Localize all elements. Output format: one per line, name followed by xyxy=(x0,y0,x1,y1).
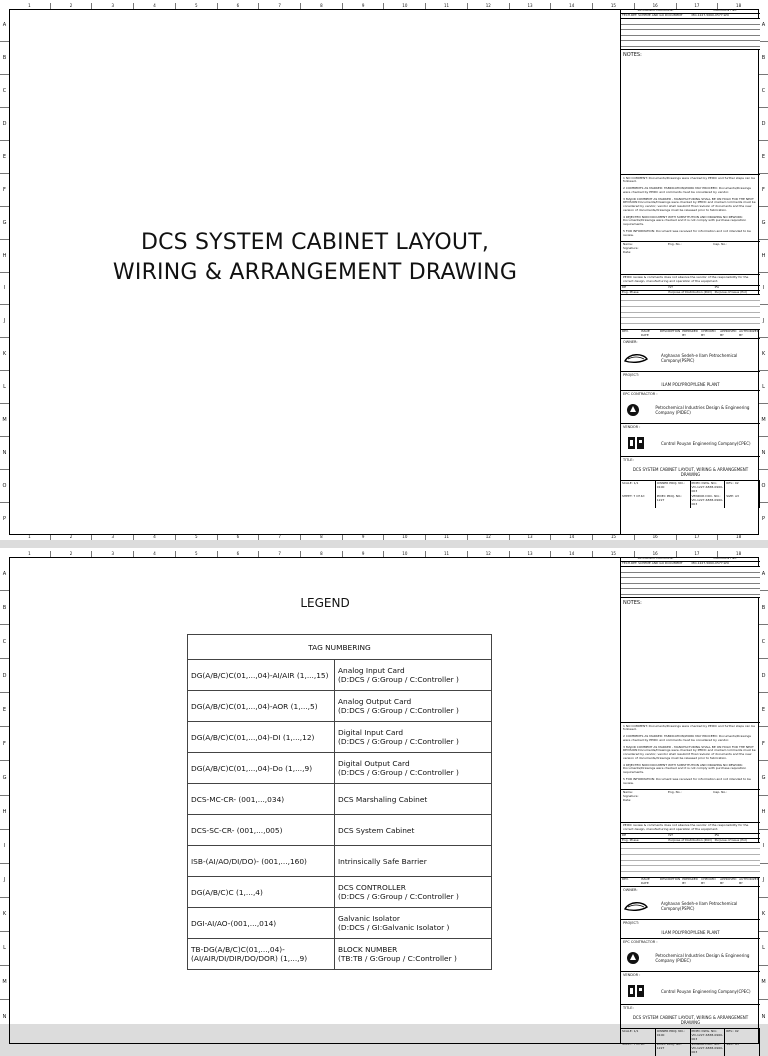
code-cell: SHEET: 7 Of 4d xyxy=(621,494,656,507)
row-letter: E xyxy=(759,140,768,173)
review-comments xyxy=(621,175,760,243)
row-letter: H xyxy=(759,239,768,272)
code-cell: PIDEC DWG. NO.: VD-1227-6838-0960-003 xyxy=(691,481,726,494)
column-number: 1 xyxy=(28,534,31,539)
de-label: DE xyxy=(622,284,627,289)
column-number: 3 xyxy=(91,3,133,9)
column-number: 9 xyxy=(342,534,384,540)
code-row xyxy=(621,1042,760,1055)
column-number: 5 xyxy=(175,534,217,540)
column-number: 10 xyxy=(383,551,425,557)
revision-column-header: PREPARED BY xyxy=(682,329,698,337)
revision-column-header: REV. xyxy=(622,877,629,882)
tag-description xyxy=(335,660,492,691)
row-letter: J xyxy=(0,304,9,337)
column-number: 4 xyxy=(133,3,175,9)
column-number: 11 xyxy=(425,534,467,540)
epc-name: Petrochemical Industries Design & Engineering Company (PIDEC) xyxy=(655,952,750,963)
tag-description-line-1: Analog Output Card xyxy=(338,697,412,706)
row-letter: G xyxy=(759,206,768,239)
row-letter: A xyxy=(761,570,766,577)
revision-column-header: AUTHORIZED BY xyxy=(739,877,760,885)
tag-code: DG(A/B/C)C(01,...,04)-AOR (1,...,5) xyxy=(188,691,335,722)
revision-grid xyxy=(621,295,760,330)
signature-row xyxy=(623,791,758,795)
column-number: 1 xyxy=(28,3,31,8)
code-cell: SCALE: 1/1 xyxy=(621,481,656,494)
legend-row xyxy=(188,660,492,691)
row-letter: I xyxy=(0,829,9,863)
notes-label: NOTES: xyxy=(621,50,760,175)
column-number: 6 xyxy=(217,551,259,557)
row-letter: I xyxy=(759,272,768,305)
row-letter: I xyxy=(759,829,768,863)
legend-row xyxy=(188,815,492,846)
legend-sheet xyxy=(0,548,768,1054)
ist-label: IST xyxy=(668,832,673,837)
vendor-logo-row xyxy=(621,978,760,1005)
owner-name: Arghavan Sedeh-e Ilam Petrochemical Company(PSPIC) xyxy=(661,900,738,912)
row-letter: C xyxy=(759,624,768,658)
column-number: 18 xyxy=(717,534,759,540)
notes-label: NOTES: xyxy=(621,598,760,723)
ref-doc-label: REFERENCE DOCUMENT xyxy=(637,556,674,560)
row-letter: E xyxy=(0,692,9,726)
eng-phase-label: Eng. Phase xyxy=(622,289,639,294)
eng-phase-label: Eng. Phase xyxy=(622,837,639,842)
review-comment: 4 REJECTED NON DOCUMENT WITH SUBSTITUTION AND DRAWING NO REWORK: Documents/Drawings were checked and it is not comply with purchase requisition requirements. xyxy=(623,762,747,774)
revision-column-header: REV. xyxy=(622,329,629,334)
review-comments xyxy=(621,723,760,791)
column-number: 17 xyxy=(676,3,718,9)
revision-grid xyxy=(621,843,760,878)
title-block xyxy=(620,556,760,1054)
legend-title: LEGEND xyxy=(300,596,350,610)
name-label: Name: xyxy=(623,242,633,247)
revision-column-header: DESCRIPTION xyxy=(659,877,681,882)
tag-description-line-1: BLOCK NUMBER xyxy=(338,945,398,954)
legend-header: TAG NUMBERING xyxy=(188,635,492,660)
tag-code: TB-DG(A/B/C)C(01,...,04)-(AI/AIR/DI/DIR/DO/DOR) (1,...,9) xyxy=(188,939,335,970)
vendor-label: VENDOR : xyxy=(623,972,641,977)
row-letter: M xyxy=(759,965,768,999)
legend-row xyxy=(188,784,492,815)
vendor-logo-row xyxy=(621,430,760,457)
column-number: 12 xyxy=(467,551,509,557)
column-number: 8 xyxy=(300,551,342,557)
revision-column-header: ISSUE DATE xyxy=(640,329,650,337)
de-label: DE xyxy=(622,832,627,837)
signature-row xyxy=(623,243,758,247)
tag-code: DG(A/B/C)C (1,...,4) xyxy=(188,877,335,908)
tag-description-line-2: (D:DCS / G:Group / C:Controller ) xyxy=(338,737,459,746)
column-number: 17 xyxy=(676,534,718,540)
ist-label: IST xyxy=(668,284,673,289)
revision-header xyxy=(621,330,760,339)
row-letter: M xyxy=(0,965,9,999)
row-letter: D xyxy=(0,658,9,692)
column-number: 3 xyxy=(91,551,133,557)
epc-label: EPC CONTRACTOR : xyxy=(623,939,658,944)
pod-label: Purpose of Distribution (PoD) xyxy=(668,289,712,294)
tag-description xyxy=(335,753,492,784)
column-number: 2 xyxy=(50,3,92,9)
column-number: 12 xyxy=(467,534,509,540)
row-letter: F xyxy=(0,173,9,206)
project-label: PROJECT: xyxy=(623,373,639,378)
column-number: 6 xyxy=(217,3,259,9)
row-letter: M xyxy=(759,403,768,436)
tag-description-line-2: (D:DCS / G:Group / C:Controller ) xyxy=(338,706,459,715)
column-number: 12 xyxy=(467,3,509,9)
date-label: Date: xyxy=(623,797,632,802)
ref-doc-lines xyxy=(621,19,760,50)
code-cell: REV.: 02 xyxy=(725,481,760,494)
column-number: 15 xyxy=(592,551,634,557)
tag-code: DCS-MC-CR- (001,...,034) xyxy=(188,784,335,815)
tag-description-line-2: (D:DCS / G:Group / C:Controller ) xyxy=(338,675,459,684)
column-number: 16 xyxy=(634,534,676,540)
column-number: 14 xyxy=(550,534,592,540)
review-comment: 3 MAJOR COMMENT AS MARKED - MANUFACTURING SHALL BE ON HOLD FOR THE NEXT REVISION Documents/Drawings were checked by PEIDC and marked comments must be considered by vendor; vendor shall resubmit final revision of documents and the new version of documents/drawings must be released prior to fabrication. xyxy=(623,744,756,760)
epc-logo-icon xyxy=(623,951,643,965)
owner-name: Arghavan Sedeh-e Ilam Petrochemical Company(PSPIC) xyxy=(661,352,738,364)
column-number: 8 xyxy=(300,3,342,9)
column-number: 13 xyxy=(509,551,551,557)
ref-doc-number: MO-1227-5660-0577-WO xyxy=(691,560,729,565)
row-letter: C xyxy=(0,74,9,107)
row-letter: J xyxy=(0,863,9,897)
row-letter: P xyxy=(0,502,9,535)
tag-description-line-2: (D:DCS / G:Group / C:Controller ) xyxy=(338,892,459,901)
tag-description-line-1: Intrinsically Safe Barrier xyxy=(338,856,427,866)
column-number: 7 xyxy=(258,3,300,9)
title-label: TITLE: xyxy=(623,1006,634,1011)
row-letter: H xyxy=(0,795,9,829)
tag-code: DG(A/B/C)C(01,...,04)-DI (1,...,12) xyxy=(188,722,335,753)
tag-description-line-1: Digital Input Card xyxy=(338,728,404,737)
row-letter: O xyxy=(759,469,768,502)
row-letter: K xyxy=(0,337,9,370)
review-comment: 5 FOR INFORMATION: Document was received for information and not intended to be review. xyxy=(623,776,751,785)
row-letter: M xyxy=(0,403,9,436)
tag-description-line-2: (D:DCS / GI:Galvanic Isolator ) xyxy=(338,923,450,932)
epc-logo-icon xyxy=(623,403,643,417)
column-number: 9 xyxy=(342,551,384,557)
row-letter: H xyxy=(759,795,768,829)
row-letter: N xyxy=(0,999,9,1033)
column-number: 4 xyxy=(133,551,175,557)
legend-row xyxy=(188,877,492,908)
date-label: Date: xyxy=(623,249,632,254)
legend-row xyxy=(188,753,492,784)
signature-label: Signature: xyxy=(623,246,639,250)
revision-header xyxy=(621,878,760,887)
column-number: 5 xyxy=(175,551,217,557)
column-number: 14 xyxy=(550,551,592,557)
row-letter: E xyxy=(0,140,9,173)
tag-description xyxy=(335,908,492,939)
row-letter: C xyxy=(0,624,9,658)
epc-label: EPC CONTRACTOR : xyxy=(623,391,658,396)
code-cell: VENDOR DOC. NO.: VD-1227-6838-0960-003 xyxy=(691,1042,726,1055)
tag-description xyxy=(335,691,492,722)
right-row-letters xyxy=(759,557,768,1033)
ref-doc-text: TECH.REF. SCHEME AND GO DOCUMENT xyxy=(622,12,683,17)
row-letter: N xyxy=(0,436,9,469)
code-cell: OWNER PROJ. NO.: 0100 xyxy=(656,1029,691,1042)
row-letter: L xyxy=(0,931,9,965)
row-letter: D xyxy=(0,107,9,140)
ref-doc-text: TECH.REF. SCHEME AND GO DOCUMENT xyxy=(622,560,683,565)
vendor-logo-icon xyxy=(623,984,649,998)
ref-doc-number: MO-1227-5660-0577-WO xyxy=(691,12,729,17)
row-letter: B xyxy=(759,590,768,624)
tag-description-line-1: Galvanic Isolator xyxy=(338,914,400,923)
row-letter: G xyxy=(0,760,9,794)
vendor-logo-icon xyxy=(623,436,649,450)
tag-description-line-1: Digital Output Card xyxy=(338,759,410,768)
tag-description xyxy=(335,815,492,846)
row-letter: P xyxy=(759,502,768,535)
epc-name: Petrochemical Industries Design & Engineering Company (PIDEC) xyxy=(655,404,750,415)
revision-column-header: ISSUE DATE xyxy=(640,877,650,885)
row-letter: K xyxy=(0,897,9,931)
doc-no-label: DOCUMENT No. xyxy=(713,8,737,12)
ref-doc-lines xyxy=(621,567,760,598)
row-letter: D xyxy=(759,107,768,140)
review-comment: 1 NO COMMENT: Documents/Drawings were checked by PEIDC and further steps can be followed. xyxy=(623,723,755,732)
project-name: ILAM POLYPROPYLENE PLANT xyxy=(621,379,760,391)
row-letter: G xyxy=(0,206,9,239)
left-row-letters xyxy=(0,9,9,535)
tag-description xyxy=(335,877,492,908)
code-cell: SHEET: 7 Of 4d xyxy=(621,1042,656,1055)
code-cell: SIZE: A3 xyxy=(725,1042,760,1055)
eng-no-label: Eng. No.: xyxy=(668,790,682,795)
row-letter: G xyxy=(759,760,768,794)
row-letter: F xyxy=(0,726,9,760)
code-row xyxy=(621,481,760,494)
revision-column-header: APPROVED BY xyxy=(720,329,737,337)
legend-row xyxy=(188,691,492,722)
row-letter: C xyxy=(759,74,768,107)
tag-description xyxy=(335,722,492,753)
row-letter: B xyxy=(0,41,9,74)
row-letter: L xyxy=(759,931,768,965)
vendor-name: Control Pouyan Engineering Company(CPEC) xyxy=(661,988,751,994)
title-block-title: DCS SYSTEM CABINET LAYOUT, WIRING & ARRANGEMENT DRAWING xyxy=(621,464,760,481)
tag-code: DG(A/B/C)C(01,...,04)-AI/AIR (1,...,15) xyxy=(188,660,335,691)
row-letter: K xyxy=(759,897,768,931)
vendor-name: Control Pouyan Engineering Company(CPEC) xyxy=(661,440,751,446)
column-number: 18 xyxy=(717,551,759,557)
row-letter: L xyxy=(0,370,9,403)
tag-code: ISB-(AI/AO/DI/DO)- (001,...,160) xyxy=(188,846,335,877)
column-number: 10 xyxy=(383,3,425,9)
column-number: 18 xyxy=(717,3,759,9)
tag-description-line-2: (TB:TB / G:Group / C:Controller ) xyxy=(338,954,457,963)
drawing-title-line-2: WIRING & ARRANGEMENT DRAWING xyxy=(112,260,518,285)
column-number: 5 xyxy=(175,3,217,9)
tag-description-line-1: DCS System Cabinet xyxy=(338,825,415,835)
code-cell: PIDEC PROJ. NO.: 1227 xyxy=(656,1042,691,1055)
tag-description-line-1: DCS CONTROLLER xyxy=(338,883,406,892)
owner-logo-icon xyxy=(623,351,649,365)
ref-doc-label: REFERENCE DOCUMENT xyxy=(637,8,674,12)
title-block xyxy=(620,9,760,535)
owner-label: OWNER: xyxy=(623,887,638,892)
column-number: 15 xyxy=(592,534,634,540)
code-cell: OWNER PROJ. NO.: 0100 xyxy=(656,481,691,494)
review-comment: 2 COMMENTS AS MARKED: FABRICATION/WORK MAY PROCEED: Documents/Drawings were checked by PEIDC and comments must be considered by vendor. xyxy=(623,734,751,742)
tag-description xyxy=(335,784,492,815)
insp-no-label: Insp. No.: xyxy=(713,242,728,247)
code-cell: REV.: 02 xyxy=(725,1029,760,1042)
revision-column-header: CHECKED BY xyxy=(701,329,716,337)
row-letter: A xyxy=(2,570,7,577)
row-letter: J xyxy=(759,863,768,897)
row-letter: F xyxy=(759,173,768,206)
column-number: 14 xyxy=(550,3,592,9)
signature-box xyxy=(621,242,760,275)
drawing-title-line-1: DCS SYSTEM CABINET LAYOUT, xyxy=(140,230,490,255)
owner-logo-row xyxy=(621,345,760,372)
column-number: 1 xyxy=(28,551,31,556)
left-row-letters xyxy=(0,557,9,1033)
column-number: 6 xyxy=(217,534,259,540)
ifa-label: IFA xyxy=(714,284,720,289)
poi-label: Purpose of Issue (PoI) xyxy=(714,289,747,294)
row-letter: I xyxy=(0,272,9,305)
column-number: 17 xyxy=(676,551,718,557)
column-number: 2 xyxy=(50,534,92,540)
owner-logo-row xyxy=(621,893,760,920)
row-letter: A xyxy=(2,21,7,28)
row-letter: B xyxy=(759,41,768,74)
review-comment: 5 FOR INFORMATION: Document was received for information and not intended to be review. xyxy=(623,228,751,237)
signature-label: Signature: xyxy=(623,794,639,798)
review-comment: 4 REJECTED NON DOCUMENT WITH SUBSTITUTION AND DRAWING NO REWORK: Documents/Drawings were checked and it is not comply with purchase requisition requirements. xyxy=(623,214,747,226)
revision-column-header: PREPARED BY xyxy=(682,877,698,885)
column-number: 9 xyxy=(342,3,384,9)
legend-row xyxy=(188,846,492,877)
project-name: ILAM POLYPROPYLENE PLANT xyxy=(621,927,760,939)
drawing-title xyxy=(10,228,620,288)
row-letter: F xyxy=(759,726,768,760)
name-label: Name: xyxy=(623,790,633,795)
row-letter: A xyxy=(761,21,766,28)
vendor-label: VENDOR : xyxy=(623,424,641,429)
review-note: PEIDC review & comments does not absolve the vendor of the responsibility for the correct design, manufacturing and operation of the equipment. xyxy=(621,823,760,834)
review-comment: 2 COMMENTS AS MARKED: FABRICATION/WORK MAY PROCEED: Documents/Drawings were checked by PEIDC and comments must be considered by vendor. xyxy=(623,186,751,194)
legend-row xyxy=(188,939,492,970)
column-number: 16 xyxy=(634,551,676,557)
code-cell: PIDEC PROJ. NO.: 1227 xyxy=(656,494,691,507)
pod-label: Purpose of Distribution (PoD) xyxy=(668,837,712,842)
code-row xyxy=(621,1029,760,1042)
row-letter: L xyxy=(759,370,768,403)
row-letter: J xyxy=(759,304,768,337)
title-label: TITLE: xyxy=(623,458,634,463)
column-number: 3 xyxy=(91,534,133,540)
column-number: 15 xyxy=(592,3,634,9)
signature-box xyxy=(621,790,760,823)
epc-logo-row xyxy=(621,945,760,972)
tag-description xyxy=(335,846,492,877)
column-number: 10 xyxy=(383,534,425,540)
revision-column-header: AUTHORIZED BY xyxy=(739,329,760,337)
right-row-letters xyxy=(759,9,768,535)
review-comment: 3 MAJOR COMMENT AS MARKED - MANUFACTURING SHALL BE ON HOLD FOR THE NEXT REVISION Documents/Drawings were checked by PEIDC and marked comments must be considered by vendor; vendor shall resubmit final revision of documents and the new version of documents/drawings must be released prior to fabrication. xyxy=(623,196,756,212)
column-number: 13 xyxy=(509,3,551,9)
column-number: 8 xyxy=(300,534,342,540)
row-letter: K xyxy=(759,337,768,370)
code-cell: VENDOR DOC. NO.: VD-1227-6838-0960-003 xyxy=(691,494,726,507)
column-number: 2 xyxy=(50,551,92,557)
revision-column-header: APPROVED BY xyxy=(720,877,737,885)
code-cell: SCALE: 1/1 xyxy=(621,1029,656,1042)
epc-logo-row xyxy=(621,397,760,424)
tag-description xyxy=(335,939,492,970)
row-letter: B xyxy=(0,590,9,624)
tag-code: DG(A/B/C)C(01,...,04)-Do (1,...,9) xyxy=(188,753,335,784)
tag-code: DGI-AI/AO-(001,...,014) xyxy=(188,908,335,939)
column-number: 4 xyxy=(133,534,175,540)
row-letter: D xyxy=(759,658,768,692)
column-number: 13 xyxy=(509,534,551,540)
owner-logo-icon xyxy=(623,899,649,913)
legend-row xyxy=(188,908,492,939)
tag-description-line-1: Analog Input Card xyxy=(338,666,405,675)
column-number: 7 xyxy=(258,534,300,540)
tag-description-line-2: (D:DCS / G:Group / C:Controller ) xyxy=(338,768,459,777)
review-comment: 1 NO COMMENT: Documents/Drawings were checked by PEIDC and further steps can be followed. xyxy=(623,175,755,184)
column-number: 11 xyxy=(425,3,467,9)
project-label: PROJECT: xyxy=(623,921,639,926)
poi-label: Purpose of Issue (PoI) xyxy=(714,837,747,842)
row-letter: O xyxy=(0,469,9,502)
code-cell: PIDEC DWG. NO.: VD-1227-6838-0960-003 xyxy=(691,1029,726,1042)
column-number: 7 xyxy=(258,551,300,557)
doc-no-label: DOCUMENT No. xyxy=(713,556,737,560)
ifa-label: IFA xyxy=(714,832,720,837)
revision-column-header: CHECKED BY xyxy=(701,877,716,885)
row-letter: N xyxy=(759,999,768,1033)
tag-description-line-1: DCS Marshaling Cabinet xyxy=(338,794,428,804)
review-note: PEIDC review & comments does not absolve the vendor of the responsibility for the correct design, manufacturing and operation of the equipment. xyxy=(621,275,760,286)
column-number: 11 xyxy=(425,551,467,557)
code-row xyxy=(621,494,760,507)
insp-no-label: Insp. No.: xyxy=(713,790,728,795)
row-letter: N xyxy=(759,436,768,469)
revision-column-header: DESCRIPTION xyxy=(659,329,681,334)
row-letter: H xyxy=(0,239,9,272)
eng-no-label: Eng. No.: xyxy=(668,242,682,247)
legend-table xyxy=(187,634,492,970)
code-cell: SIZE: A3 xyxy=(725,494,760,507)
row-letter: E xyxy=(759,692,768,726)
title-block-title: DCS SYSTEM CABINET LAYOUT, WIRING & ARRANGEMENT DRAWING xyxy=(621,1012,760,1029)
legend-row xyxy=(188,722,492,753)
tag-code: DCS-SC-CR- (001,...,005) xyxy=(188,815,335,846)
owner-label: OWNER: xyxy=(623,339,638,344)
column-number: 16 xyxy=(634,3,676,9)
